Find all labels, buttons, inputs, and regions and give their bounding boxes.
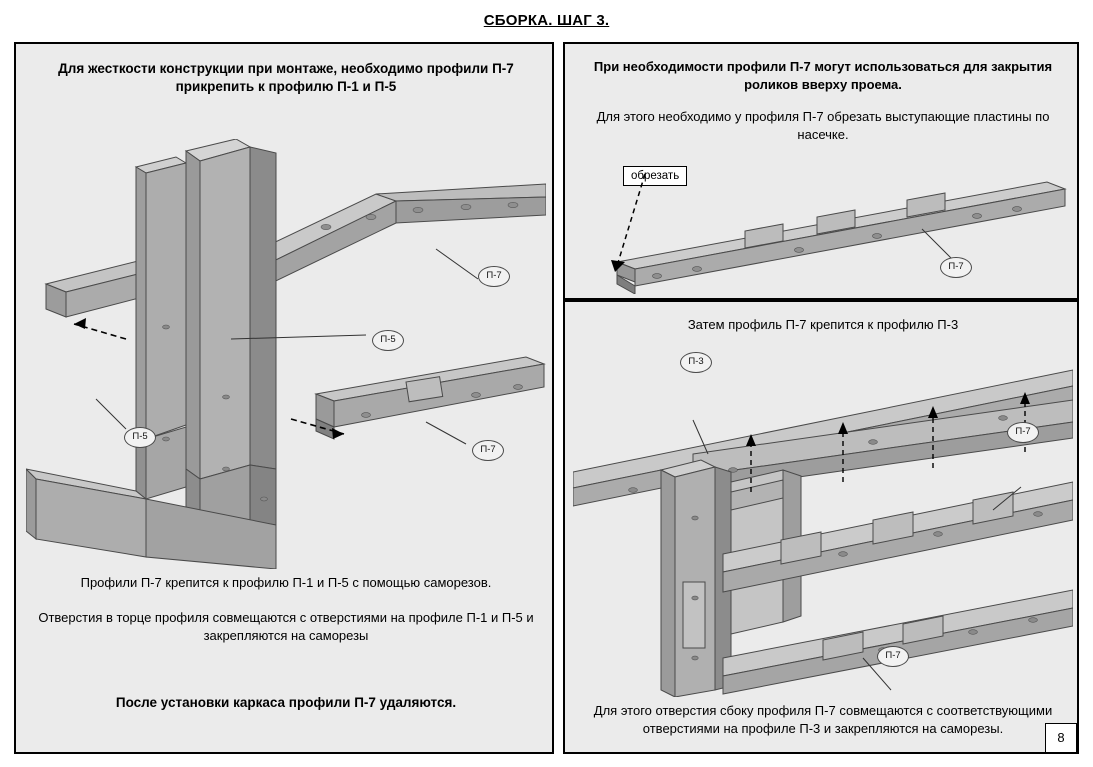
page-title: СБОРКА. ШАГ 3. [483, 12, 610, 29]
left-panel-heading: Для жесткости конструкции при монтаже, необходимо профили П-7 прикрепить к профилю П-1 и П-5 [58, 61, 514, 95]
left-tag-p7-right: П-7 [472, 440, 504, 461]
panel-left [14, 42, 554, 754]
bottom-right-tag-p7-upper: П-7 [1007, 422, 1039, 443]
top-right-subtext: Для этого необходимо у профиля П-7 обрезать выступающие пластины по насечке. [596, 109, 1050, 142]
top-right-illustration [577, 154, 1072, 294]
left-tag-p5-mid: П-5 [372, 330, 404, 351]
left-note-3: После установки каркаса профили П-7 удаляются. [115, 695, 457, 710]
top-right-heading: При необходимости профили П-7 могут использоваться для закрытия роликов вверху проема. [593, 59, 1053, 92]
left-note-1: Профили П-7 крепится к профилю П-1 и П-5 с помощью саморезов. [80, 575, 492, 590]
bottom-right-tag-p3: П-3 [680, 352, 712, 373]
left-tag-p5-left: П-5 [124, 427, 156, 448]
left-tag-p7-top: П-7 [478, 266, 510, 287]
left-note-2: Отверстия в торце профиля совмещаются с отверстиями на профиле П-1 и П-5 и закрепляются на саморезы [38, 610, 534, 643]
panel-top-right [563, 42, 1079, 300]
top-right-tag-p7: П-7 [940, 257, 972, 278]
callout-obrezat: обрезать [623, 166, 687, 186]
page-number: 8 [1045, 723, 1077, 753]
bottom-right-heading: Затем профиль П-7 крепится к профилю П-3 [687, 317, 959, 332]
bottom-right-note: Для этого отверстия сбоку профиля П-7 совмещаются с соответствующими отверстиями на профиле П-3 и закрепляются на саморезы. [593, 703, 1053, 736]
bottom-right-tag-p7-lower: П-7 [877, 646, 909, 667]
left-panel-illustration [26, 139, 546, 569]
bottom-right-illustration [573, 342, 1073, 697]
panel-bottom-right [563, 300, 1079, 754]
